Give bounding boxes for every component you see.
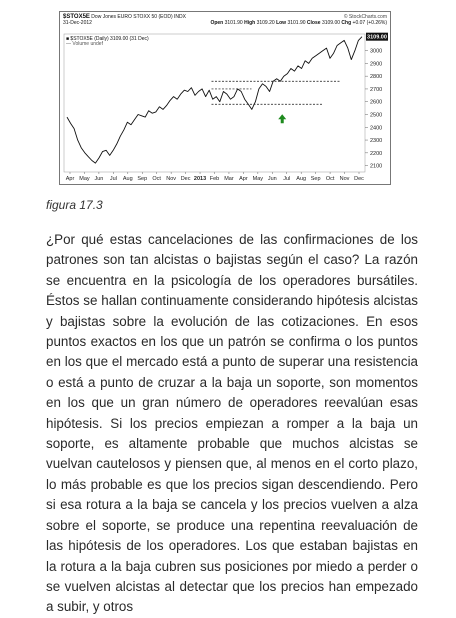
y-tick-label: 2400 bbox=[370, 125, 383, 132]
x-tick-label: Aug bbox=[296, 176, 307, 182]
x-tick-label: Jul bbox=[109, 176, 117, 182]
y-tick-label: 2900 bbox=[370, 61, 383, 68]
x-tick-label: 2013 bbox=[193, 176, 207, 182]
figure-caption: figura 17.3 bbox=[46, 198, 103, 212]
x-tick-label: Feb bbox=[209, 176, 220, 182]
chart-name: Dow Jones EURO STOXX 50 (EOD) INDX bbox=[91, 14, 186, 20]
y-tick-label: 2200 bbox=[370, 150, 383, 157]
stock-chart bbox=[59, 11, 391, 185]
last-price-label: 3109.00 bbox=[367, 34, 387, 41]
price-series-line bbox=[67, 37, 362, 163]
x-tick-label: Sep bbox=[137, 176, 148, 182]
chart-symbol: $STOX5E bbox=[63, 14, 90, 20]
x-tick-label: Apr bbox=[239, 176, 248, 182]
buy-arrow-icon bbox=[278, 114, 286, 123]
x-tick-label: Oct bbox=[152, 176, 161, 182]
y-tick-label: 2700 bbox=[370, 86, 383, 93]
x-tick-label: Jul bbox=[283, 176, 291, 182]
chart-header bbox=[63, 14, 387, 26]
x-tick-label: Jun bbox=[267, 176, 277, 182]
chart-date: 31-Dec-2012 bbox=[63, 20, 92, 26]
x-tick-label: Oct bbox=[325, 176, 335, 182]
x-tick-label: Sep bbox=[310, 176, 321, 182]
x-tick-label: Jun bbox=[94, 176, 104, 182]
plot-area bbox=[64, 34, 365, 172]
y-tick-label: 2300 bbox=[370, 138, 383, 145]
y-tick-label: 2100 bbox=[370, 163, 383, 170]
chart-ohlc: Open 3101.90 High 3109.20 Low 3101.90 Close 3109.00 Chg +0.07 (+0.26%) bbox=[210, 20, 387, 26]
x-tick-label: Nov bbox=[339, 176, 350, 182]
price-chart-svg bbox=[60, 12, 390, 184]
x-tick-label: Dec bbox=[180, 176, 191, 182]
x-tick-label: May bbox=[79, 176, 90, 182]
x-tick-label: May bbox=[252, 176, 264, 182]
x-tick-label: Aug bbox=[122, 176, 133, 182]
legend-volume: — Volume undef bbox=[66, 41, 103, 47]
x-tick-label: Dec bbox=[354, 176, 364, 182]
y-tick-label: 2800 bbox=[370, 74, 383, 81]
y-tick-label: 2600 bbox=[370, 99, 383, 106]
y-tick-label: 2500 bbox=[370, 112, 383, 119]
chart-source: © StockCharts.com bbox=[343, 14, 387, 20]
body-paragraph: ¿Por qué estas cancelaciones de las confirmaciones de los patrones son tan alcistas o bajistas según el caso? La razón se encuentra en la psicología de los operadores bursátiles. Éstos se hallan continuamente considerando hipótesis alcistas y bajistas sobre la evolución de las cotizaciones. En esos puntos exactos en los que un patrón se confirma o los puntos en los que el mercado está a punto de superar una resistencia o está a punto de cruzar a la baja un soporte, son momentos en los que un gran número de operadores reevalúan esas hipótesis. Si los precios empiezan a romper a la baja un soporte, es altamente probable que muchos alcistas se vuelvan cautelosos y piensen que, al menos en el corto plazo, lo más probable es que los precios sigan descendiendo. Pero si esa rotura a la baja se cancela y los precios vuelven a alza sobre el soporte, se produce una repentina reevaluación de las hipótesis de los operadores. Los que estaban bajistas en la rotura a la baja cubren sus posiciones por miedo a perder o se vuelven alcistas al detectar que los precios han empezado a subir, y otros bbox=[46, 232, 418, 615]
y-tick-label: 3000 bbox=[370, 48, 383, 55]
x-tick-label: Mar bbox=[224, 176, 234, 182]
legend-price: ■ $STOX5E (Daily) 3109.00 (31 Dec) bbox=[66, 36, 149, 42]
x-tick-label: Apr bbox=[65, 176, 75, 182]
x-tick-label: Nov bbox=[166, 176, 177, 182]
